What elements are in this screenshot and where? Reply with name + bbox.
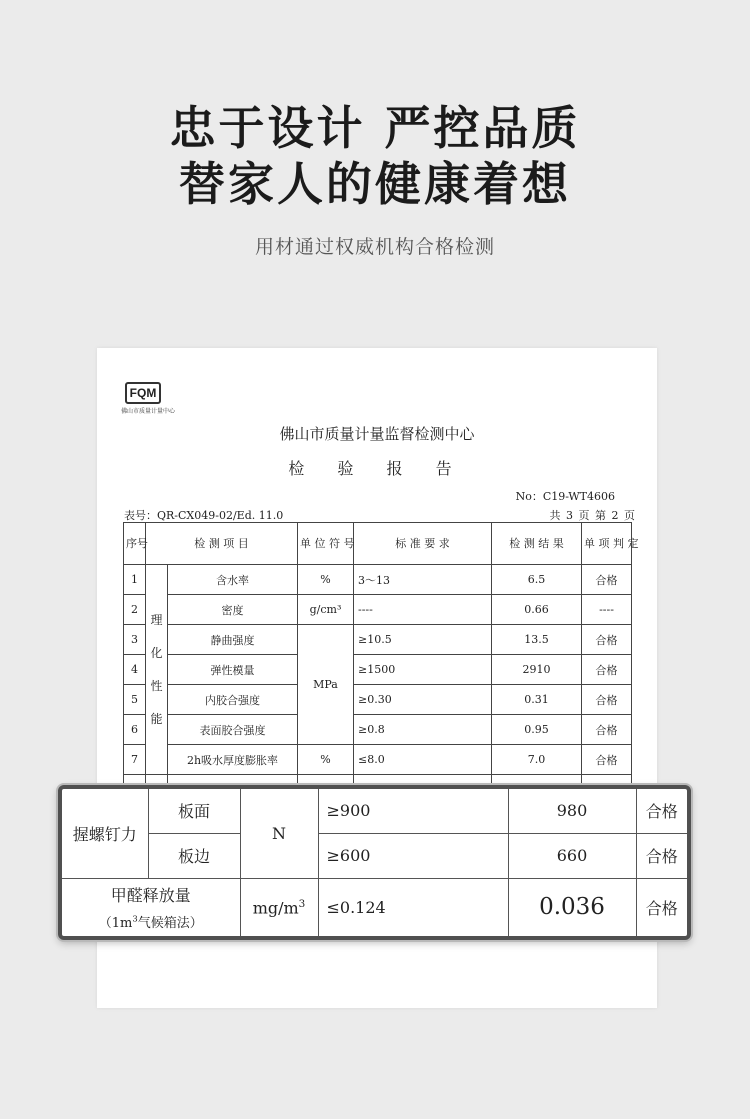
row-verdict: ---- bbox=[582, 595, 632, 625]
row-result: 6.5 bbox=[492, 565, 582, 595]
header-no: 序号 bbox=[124, 523, 146, 565]
header-verdict: 单 项 判 定 bbox=[582, 523, 632, 565]
row-verdict: 合格 bbox=[582, 745, 632, 775]
row-unit: % bbox=[298, 745, 354, 775]
row-standard: ≥0.8 bbox=[354, 715, 492, 745]
row-verdict: 合格 bbox=[582, 565, 632, 595]
table-row bbox=[62, 833, 687, 878]
result-edge: 660 bbox=[508, 833, 636, 878]
row-standard: ≥0.30 bbox=[354, 685, 492, 715]
table-row bbox=[124, 595, 632, 625]
headline-line-1: 忠于设计 严控品质 bbox=[169, 101, 581, 155]
row-item: 弹性模量 bbox=[168, 655, 298, 685]
row-no: 2 bbox=[124, 595, 146, 625]
standard-edge: ≥600 bbox=[318, 833, 508, 878]
table-row bbox=[124, 745, 632, 775]
header-result: 检 测 结 果 bbox=[492, 523, 582, 565]
row-result: 13.5 bbox=[492, 625, 582, 655]
report-title: 检 验 报 告 bbox=[288, 459, 466, 478]
formaldehyde-label: 甲醛释放量 bbox=[110, 886, 191, 906]
organization-name: 佛山市质量计量监督检测中心 bbox=[279, 425, 475, 443]
row-unit-mpa: MPa bbox=[298, 625, 354, 745]
group-label: 理化性能 bbox=[146, 565, 168, 775]
verdict-edge: 合格 bbox=[636, 833, 687, 878]
row-item: 表面胶合强度 bbox=[168, 715, 298, 745]
formaldehyde-result: 0.036 bbox=[508, 878, 636, 936]
row-verdict: 合格 bbox=[582, 685, 632, 715]
row-unit: g/cm³ bbox=[298, 595, 354, 625]
subtitle: 用材通过权威机构合格检测 bbox=[254, 236, 495, 258]
screw-unit: N bbox=[240, 789, 318, 878]
result-face: 980 bbox=[508, 789, 636, 833]
header-item: 检 测 项 目 bbox=[146, 523, 298, 565]
row-item: 内胶合强度 bbox=[168, 685, 298, 715]
table-row bbox=[124, 685, 632, 715]
page-info: 共 3 页 第 2 页 bbox=[549, 509, 635, 522]
screw-holding-label: 握螺钉力 bbox=[62, 789, 148, 878]
row-no: 5 bbox=[124, 685, 146, 715]
row-result: 7.0 bbox=[492, 745, 582, 775]
formaldehyde-verdict: 合格 bbox=[636, 878, 687, 936]
test-results-table bbox=[123, 522, 639, 805]
row-no: 3 bbox=[124, 625, 146, 655]
row-no: 6 bbox=[124, 715, 146, 745]
logo-caption: 佛山市质量计量中心 bbox=[121, 408, 176, 415]
row-no: 4 bbox=[124, 655, 146, 685]
table-row bbox=[124, 715, 632, 745]
formaldehyde-unit: $mg/m^3$ bbox=[240, 878, 318, 936]
table-row bbox=[124, 565, 632, 595]
form-number: 表号：QR-CX049-02/Ed. 11.0 bbox=[124, 509, 284, 522]
report-number: No：C19-WT4606 bbox=[515, 490, 615, 503]
table-header-row bbox=[124, 523, 632, 565]
sub-item-edge: 板边 bbox=[148, 833, 240, 878]
row-item: 静曲强度 bbox=[168, 625, 298, 655]
header-standard: 标 准 要 求 bbox=[354, 523, 492, 565]
sub-item-face: 板面 bbox=[148, 789, 240, 833]
row-result: 2910 bbox=[492, 655, 582, 685]
row-unit: % bbox=[298, 565, 354, 595]
row-verdict: 合格 bbox=[582, 655, 632, 685]
header-unit: 单 位 符 号 bbox=[298, 523, 354, 565]
formaldehyde-method: （$1m^3$气候箱法） bbox=[98, 913, 203, 932]
row-result: 0.66 bbox=[492, 595, 582, 625]
magnified-results-table bbox=[62, 789, 687, 936]
row-verdict: 合格 bbox=[582, 625, 632, 655]
row-standard: ≥10.5 bbox=[354, 625, 492, 655]
row-verdict: 合格 bbox=[582, 715, 632, 745]
row-standard: ---- bbox=[354, 595, 492, 625]
row-standard: 3～13 bbox=[354, 565, 492, 595]
row-no: 7 bbox=[124, 745, 146, 775]
row-item: 密度 bbox=[168, 595, 298, 625]
formaldehyde-cell bbox=[62, 878, 240, 936]
table-row bbox=[124, 655, 632, 685]
row-result: 0.95 bbox=[492, 715, 582, 745]
row-item: 含水率 bbox=[168, 565, 298, 595]
table-row bbox=[62, 789, 687, 833]
row-standard: ≥1500 bbox=[354, 655, 492, 685]
row-standard: ≤8.0 bbox=[354, 745, 492, 775]
table-row bbox=[62, 878, 687, 936]
magnified-results-callout bbox=[58, 785, 691, 940]
fqm-logo: FQM bbox=[125, 382, 161, 404]
verdict-face: 合格 bbox=[636, 789, 687, 833]
standard-face: ≥900 bbox=[318, 789, 508, 833]
table-row bbox=[124, 625, 632, 655]
row-item: 2h吸水厚度膨胀率 bbox=[168, 745, 298, 775]
row-result: 0.31 bbox=[492, 685, 582, 715]
row-no: 1 bbox=[124, 565, 146, 595]
formaldehyde-standard: ≤0.124 bbox=[318, 878, 508, 936]
headline-line-2: 替家人的健康着想 bbox=[179, 157, 571, 211]
